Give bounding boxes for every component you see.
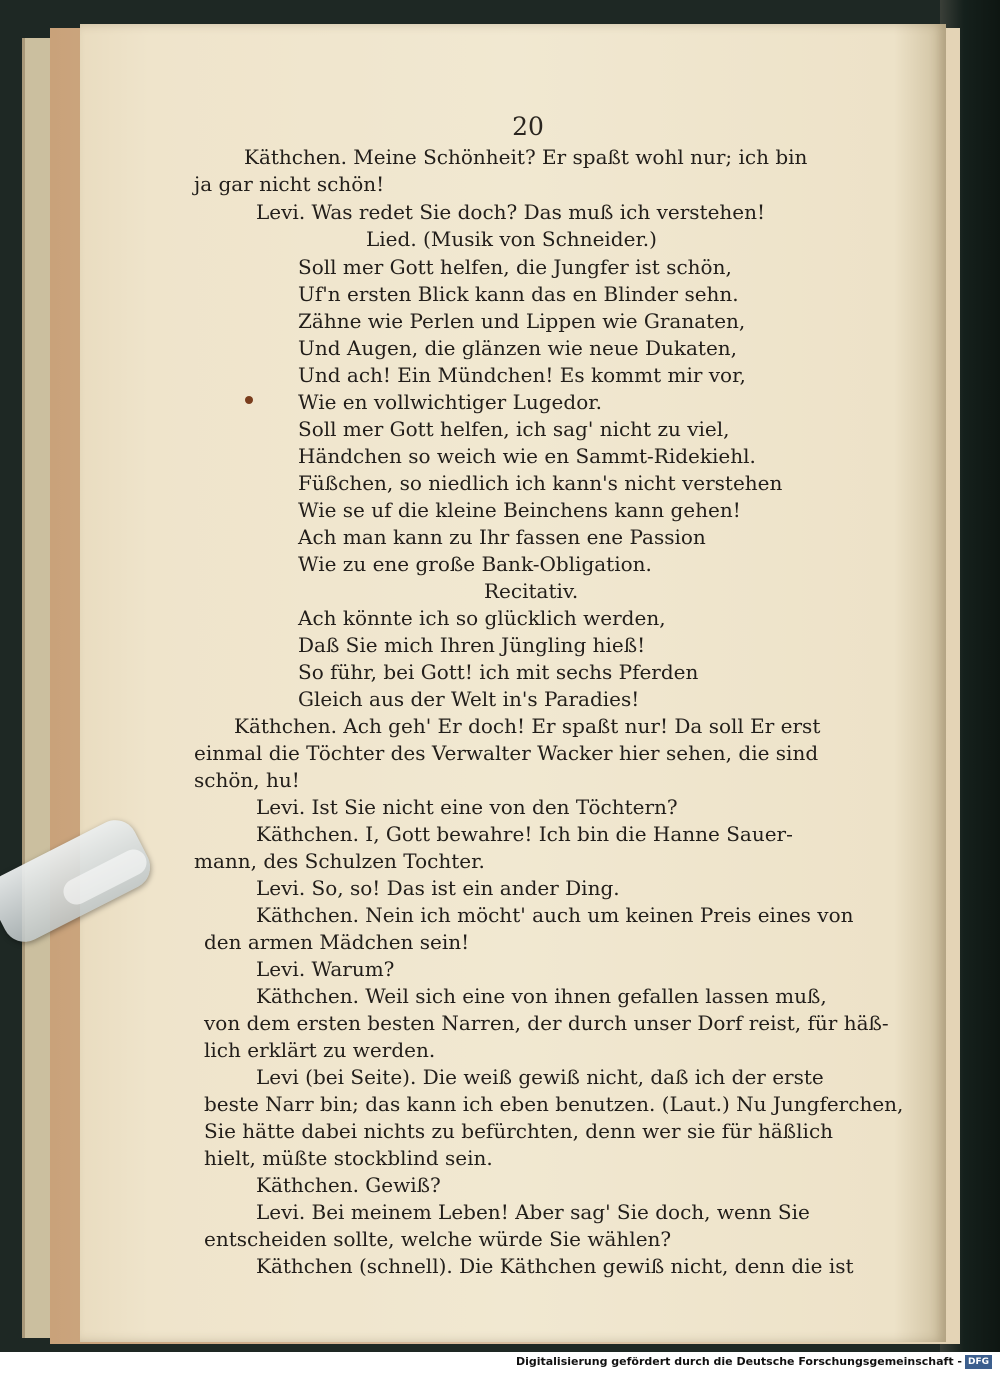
text-line: Daß Sie mich Ihren Jüngling hieß! [298, 633, 646, 657]
text-line: Zähne wie Perlen und Lippen wie Granaten, [298, 309, 746, 333]
text-line: Soll mer Gott helfen, ich sag' nicht zu viel, [298, 417, 730, 441]
text-line: Käthchen (schnell). Die Käthchen gewiß nicht, denn die ist [256, 1254, 854, 1278]
text-line: Wie en vollwichtiger Lugedor. [298, 390, 602, 414]
text-line: Uf'n ersten Blick kann das en Blinder sehn. [298, 282, 739, 306]
text-line: Gleich aus der Welt in's Paradies! [298, 687, 640, 711]
footer-credit: Digitalisierung gefördert durch die Deutsche Forschungsgemeinschaft - [515, 1355, 962, 1368]
text-line: Wie se uf die kleine Beinchens kann gehen! [298, 498, 741, 522]
text-line: Sie hätte dabei nichts zu befürchten, denn wer sie für häßlich [204, 1119, 834, 1143]
text-line: Käthchen. I, Gott bewahre! Ich bin die Hanne Sauer- [256, 822, 793, 846]
text-line: Levi. Warum? [256, 957, 395, 981]
text-line: Levi. Was redet Sie doch? Das muß ich verstehen! [256, 200, 766, 224]
text-line: Käthchen. Nein ich möcht' auch um keinen Preis eines von [256, 903, 854, 927]
text-line: Levi. Ist Sie nicht eine von den Töchtern? [256, 795, 678, 819]
text-line: einmal die Töchter des Verwalter Wacker hier sehen, die sind [194, 741, 819, 765]
dfg-logo-icon: DFG [965, 1355, 992, 1369]
text-line: Ach man kann zu Ihr fassen ene Passion [298, 525, 706, 549]
text-line: Levi (bei Seite). Die weiß gewiß nicht, daß ich der erste [256, 1065, 824, 1089]
text-line: lich erklärt zu werden. [204, 1038, 436, 1062]
page-number: 20 [512, 112, 544, 141]
text-line: Recitativ. [484, 579, 579, 603]
text-line: Käthchen. Weil sich eine von ihnen gefallen lassen muß, [256, 984, 827, 1008]
text-line: Ach könnte ich so glücklich werden, [298, 606, 666, 630]
text-line: ja gar nicht schön! [194, 172, 385, 196]
text-line: mann, des Schulzen Tochter. [194, 849, 485, 873]
text-line: entscheiden sollte, welche würde Sie wählen? [204, 1227, 672, 1251]
text-line: Levi. So, so! Das ist ein ander Ding. [256, 876, 620, 900]
text-line: Wie zu ene große Bank-Obligation. [298, 552, 652, 576]
ink-stain [245, 396, 253, 404]
text-line: beste Narr bin; das kann ich eben benutzen. (Laut.) Nu Jungferchen, [204, 1092, 904, 1116]
text-line: Lied. (Musik von Schneider.) [366, 227, 657, 251]
text-line: schön, hu! [194, 768, 300, 792]
text-line: hielt, müßte stockblind sein. [204, 1146, 493, 1170]
text-line: Levi. Bei meinem Leben! Aber sag' Sie doch, wenn Sie [256, 1200, 810, 1224]
text-line: Und Augen, die glänzen wie neue Dukaten, [298, 336, 738, 360]
text-line: von dem ersten besten Narren, der durch unser Dorf reist, für häß- [204, 1011, 889, 1035]
text-line: Soll mer Gott helfen, die Jungfer ist schön, [298, 255, 732, 279]
text-line: Händchen so weich wie en Sammt-Ridekiehl. [298, 444, 756, 468]
text-line: Käthchen. Gewiß? [256, 1173, 441, 1197]
text-line: So führ, bei Gott! ich mit sechs Pferden [298, 660, 699, 684]
text-line: Füßchen, so niedlich ich kann's nicht verstehen [298, 471, 783, 495]
text-line: Und ach! Ein Mündchen! Es kommt mir vor, [298, 363, 746, 387]
text-line: Käthchen. Meine Schönheit? Er spaßt wohl nur; ich bin [244, 145, 808, 169]
text-line: den armen Mädchen sein! [204, 930, 470, 954]
text-line: Käthchen. Ach geh' Er doch! Er spaßt nur! Da soll Er erst [234, 714, 821, 738]
